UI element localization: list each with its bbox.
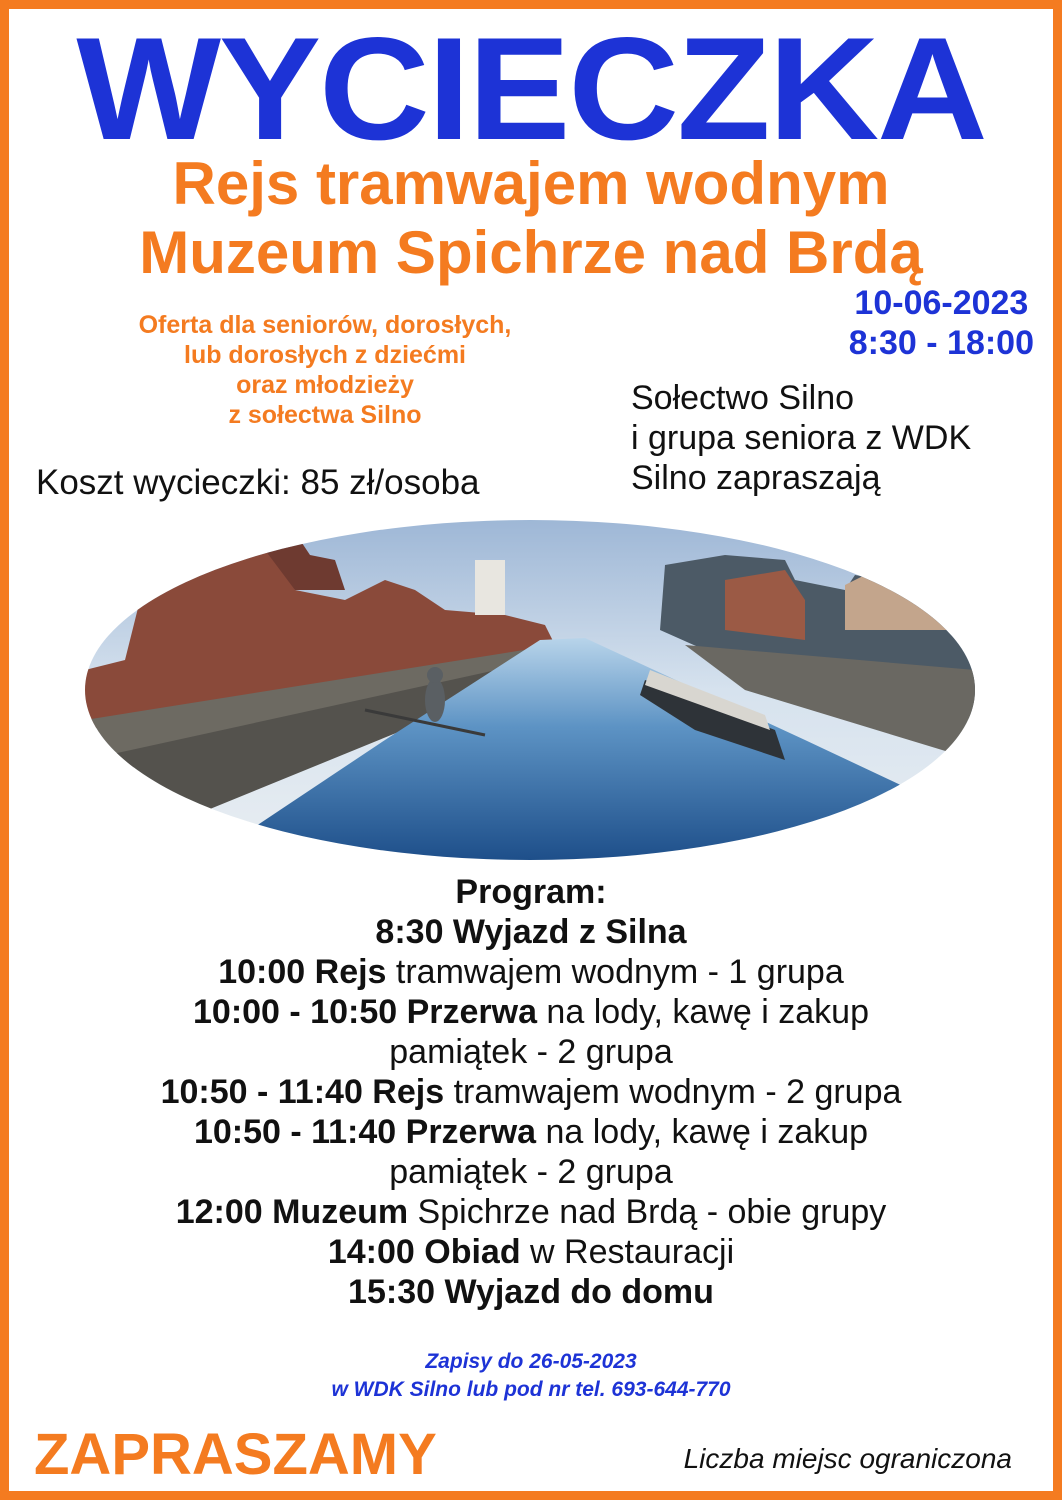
program-item xyxy=(0,1112,1062,1152)
trip-date: 10-06-2023 xyxy=(854,284,1029,322)
program-item xyxy=(0,1192,1062,1232)
program-item-bold: 10:50 - 11:40 Przerwa xyxy=(193,1113,537,1151)
program-item-text: Spichrze nad Brdą - obie grupy xyxy=(408,1193,887,1231)
trip-time: 8:30 - 18:00 xyxy=(848,324,1034,362)
subtitle-museum: Muzeum Spichrze nad Brdą xyxy=(139,219,923,286)
trip-cost: Koszt wycieczki: 85 zł/osoba xyxy=(36,463,480,502)
program-item-bold: 10:00 - 10:50 Przerwa xyxy=(193,993,537,1031)
signup-info xyxy=(0,1348,1062,1404)
program-item-bold: 15:30 Wyjazd do domu xyxy=(348,1273,714,1311)
program-item-text: na lody, kawę i zakup xyxy=(536,1113,869,1151)
program-item xyxy=(0,912,1062,952)
closing-invite: ZAPRASZAMY xyxy=(34,1422,437,1487)
program-item-text: tramwajem wodnym - 1 grupa xyxy=(386,953,844,991)
organizers-invite xyxy=(631,378,971,498)
program-item-text: w Restauracji xyxy=(520,1233,735,1271)
program-item-text: na lody, kawę i zakup xyxy=(536,993,869,1031)
invite-line: Silno zapraszają xyxy=(631,459,881,497)
program-item-bold: 12:00 Muzeum xyxy=(175,1193,409,1231)
offer-line: oraz młodzieży xyxy=(236,371,414,399)
program-item-text: pamiątek - 2 grupa xyxy=(389,1153,673,1191)
date-time-block xyxy=(849,283,1034,363)
program-item-bold: 8:30 Wyjazd z Silna xyxy=(375,913,687,951)
limited-seats-note: Liczba miejsc ograniczona xyxy=(683,1443,1012,1474)
program-item xyxy=(0,1272,1062,1312)
program-item xyxy=(0,992,1062,1032)
offer-line: lub dorosłych z dziećmi xyxy=(184,341,466,369)
invite-line: i grupa seniora z WDK xyxy=(631,419,972,457)
offer-line: z sołectwa Silno xyxy=(228,401,422,429)
poster-title: WYCIECZKA xyxy=(76,7,986,170)
program-list xyxy=(0,872,1062,1312)
signup-contact: w WDK Silno lub pod nr tel. 693-644-770 xyxy=(331,1378,731,1401)
program-item-bold: 10:00 Rejs xyxy=(218,953,387,991)
program-item-bold: 14:00 Obiad xyxy=(327,1233,521,1271)
program-item xyxy=(0,1032,1062,1072)
program-item xyxy=(0,1152,1062,1192)
program-item-text: pamiątek - 2 grupa xyxy=(389,1033,673,1071)
program-item xyxy=(0,952,1062,992)
signup-deadline: Zapisy do 26-05-2023 xyxy=(425,1350,637,1373)
subtitle-cruise: Rejs tramwajem wodnym xyxy=(172,150,890,217)
program-item-bold: 10:50 - 11:40 Rejs xyxy=(160,1073,445,1111)
program-item xyxy=(0,1072,1062,1112)
offer-line: Oferta dla seniorów, dorosłych, xyxy=(138,311,512,339)
program-item-text: tramwajem wodnym - 2 grupa xyxy=(444,1073,902,1111)
offer-text xyxy=(40,310,610,430)
river-city-photo xyxy=(85,520,975,860)
program-heading: Program: xyxy=(455,873,607,911)
program-item xyxy=(0,1232,1062,1272)
invite-line: Sołectwo Silno xyxy=(631,379,855,417)
